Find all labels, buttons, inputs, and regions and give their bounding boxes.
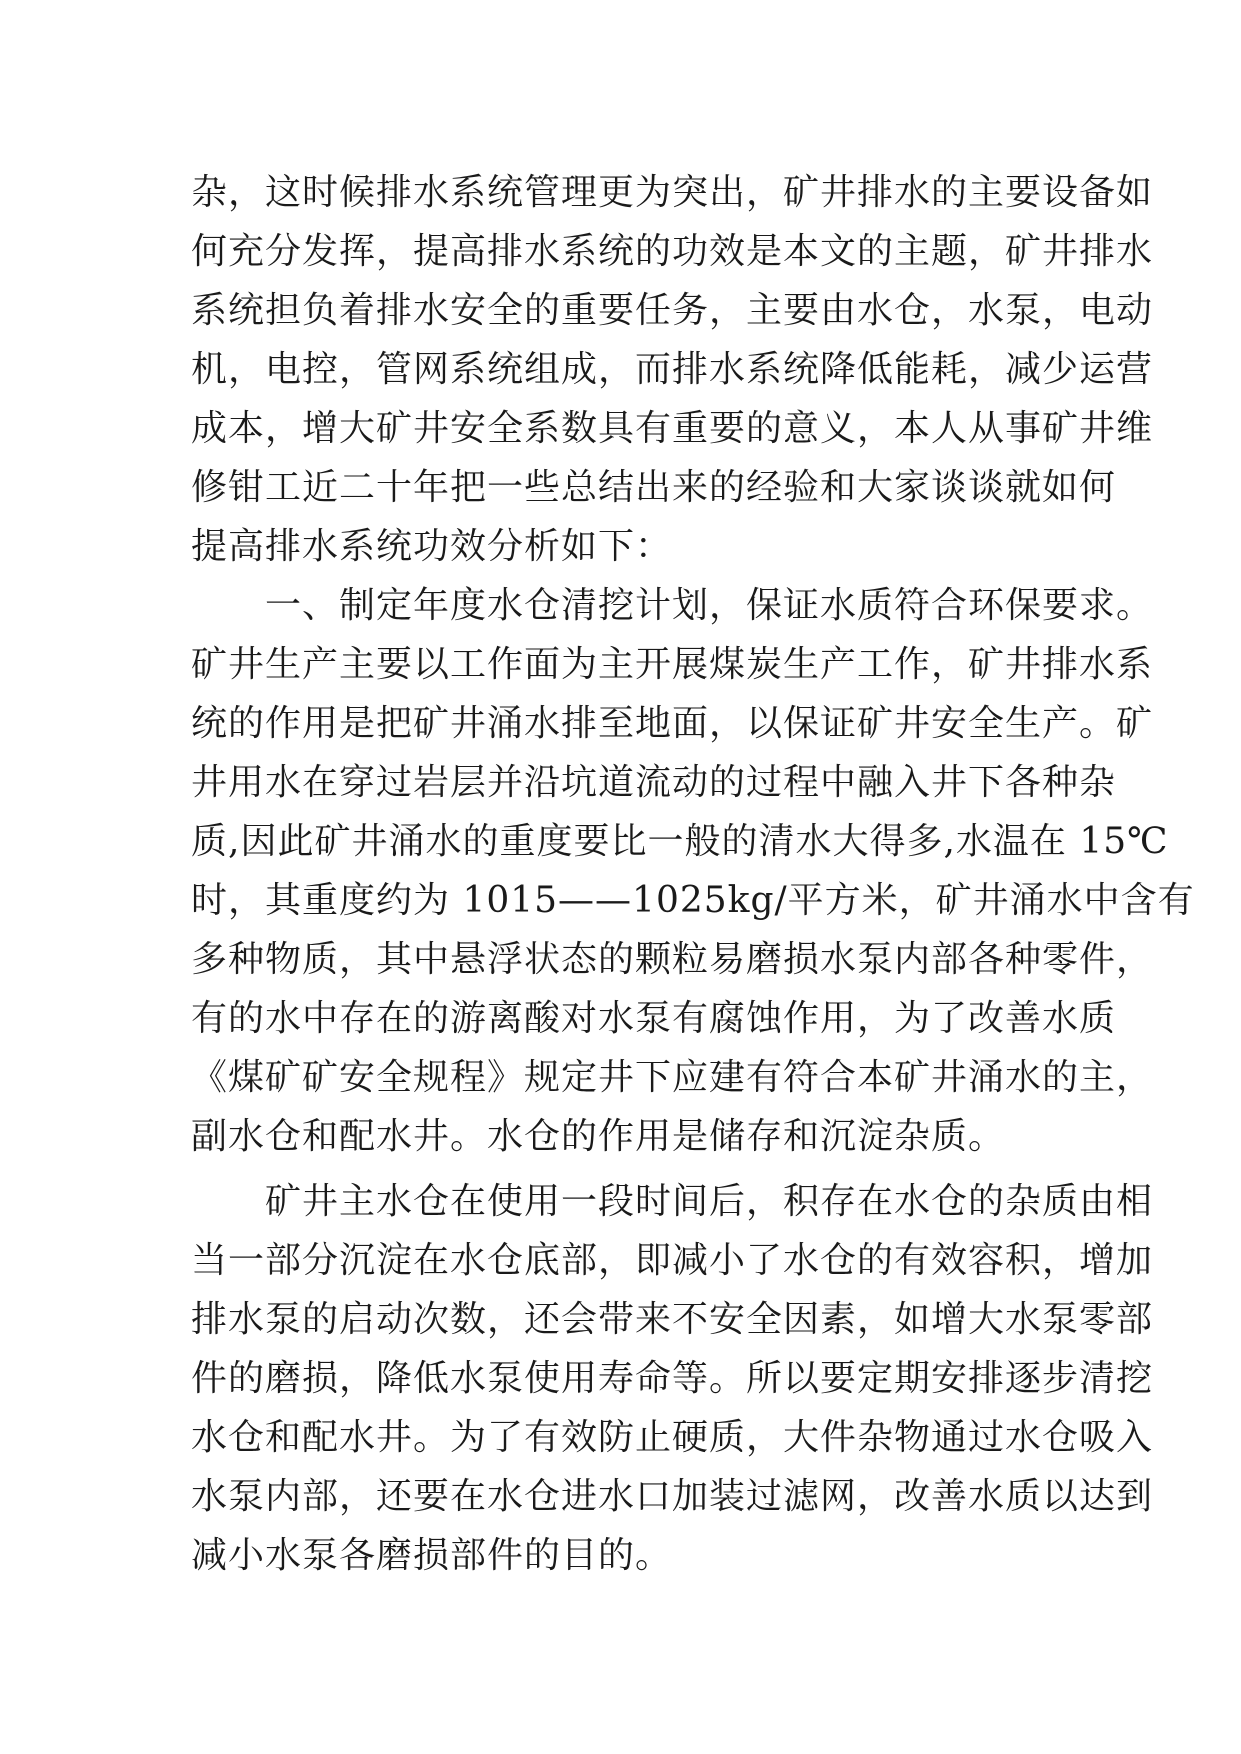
text-line: 机，电控，管网系统组成，而排水系统降低能耗，减少运营 <box>191 349 1154 390</box>
text-line: 统的作用是把矿井涌水排至地面，以保证矿井安全生产。矿 <box>191 703 1154 744</box>
text-line: 多种物质，其中悬浮状态的颗粒易磨损水泵内部各种零件， <box>191 939 1154 980</box>
body-text <box>191 163 1195 1585</box>
text-line: 成本，增大矿井安全系数具有重要的意义，本人从事矿井维 <box>191 408 1154 449</box>
text-line: 矿井生产主要以工作面为主开展煤炭生产工作，矿井排水系 <box>191 644 1154 685</box>
paragraph-1 <box>191 163 1154 576</box>
text-line: 质,因此矿井涌水的重度要比一般的清水大得多,水温在 15℃ <box>191 821 1169 862</box>
text-line: 水泵内部，还要在水仓进水口加装过滤网，改善水质以达到 <box>191 1476 1154 1517</box>
text-line: 副水仓和配水井。水仓的作用是储存和沉淀杂质。 <box>191 1116 1006 1157</box>
paragraph-2 <box>191 576 1195 1166</box>
text-line: 杂，这时候排水系统管理更为突出，矿井排水的主要设备如 <box>191 172 1154 213</box>
text-line: 有的水中存在的游离酸对水泵有腐蚀作用，为了改善水质 <box>191 998 1117 1039</box>
text-line: 矿井主水仓在使用一段时间后，积存在水仓的杂质由相 <box>191 1181 1154 1222</box>
text-line: 减小水泵各磨损部件的目的。 <box>191 1535 673 1576</box>
text-line: 何充分发挥，提高排水系统的功效是本文的主题，矿井排水 <box>191 231 1154 272</box>
paragraph-3 <box>191 1172 1154 1585</box>
text-line: 水仓和配水井。为了有效防止硬质，大件杂物通过水仓吸入 <box>191 1417 1154 1458</box>
text-line: 当一部分沉淀在水仓底部，即减小了水仓的有效容积，增加 <box>191 1240 1154 1281</box>
text-line: 件的磨损，降低水泵使用寿命等。所以要定期安排逐步清挖 <box>191 1358 1154 1399</box>
text-line: 系统担负着排水安全的重要任务，主要由水仓，水泵，电动 <box>191 290 1154 331</box>
text-line: 时，其重度约为 1015——1025kg/平方米，矿井涌水中含有 <box>191 880 1195 921</box>
text-line: 《煤矿矿安全规程》规定井下应建有符合本矿井涌水的主， <box>191 1057 1154 1098</box>
section-heading-line: 一、制定年度水仓清挖计划，保证水质符合环保要求。 <box>191 585 1154 626</box>
text-line: 修钳工近二十年把一些总结出来的经验和大家谈谈就如何 <box>191 467 1117 508</box>
text-line: 排水泵的启动次数，还会带来不安全因素，如增大水泵零部 <box>191 1299 1154 1340</box>
text-line: 井用水在穿过岩层并沿坑道流动的过程中融入井下各种杂 <box>191 762 1117 803</box>
text-line: 提高排水系统功效分析如下： <box>191 526 673 567</box>
